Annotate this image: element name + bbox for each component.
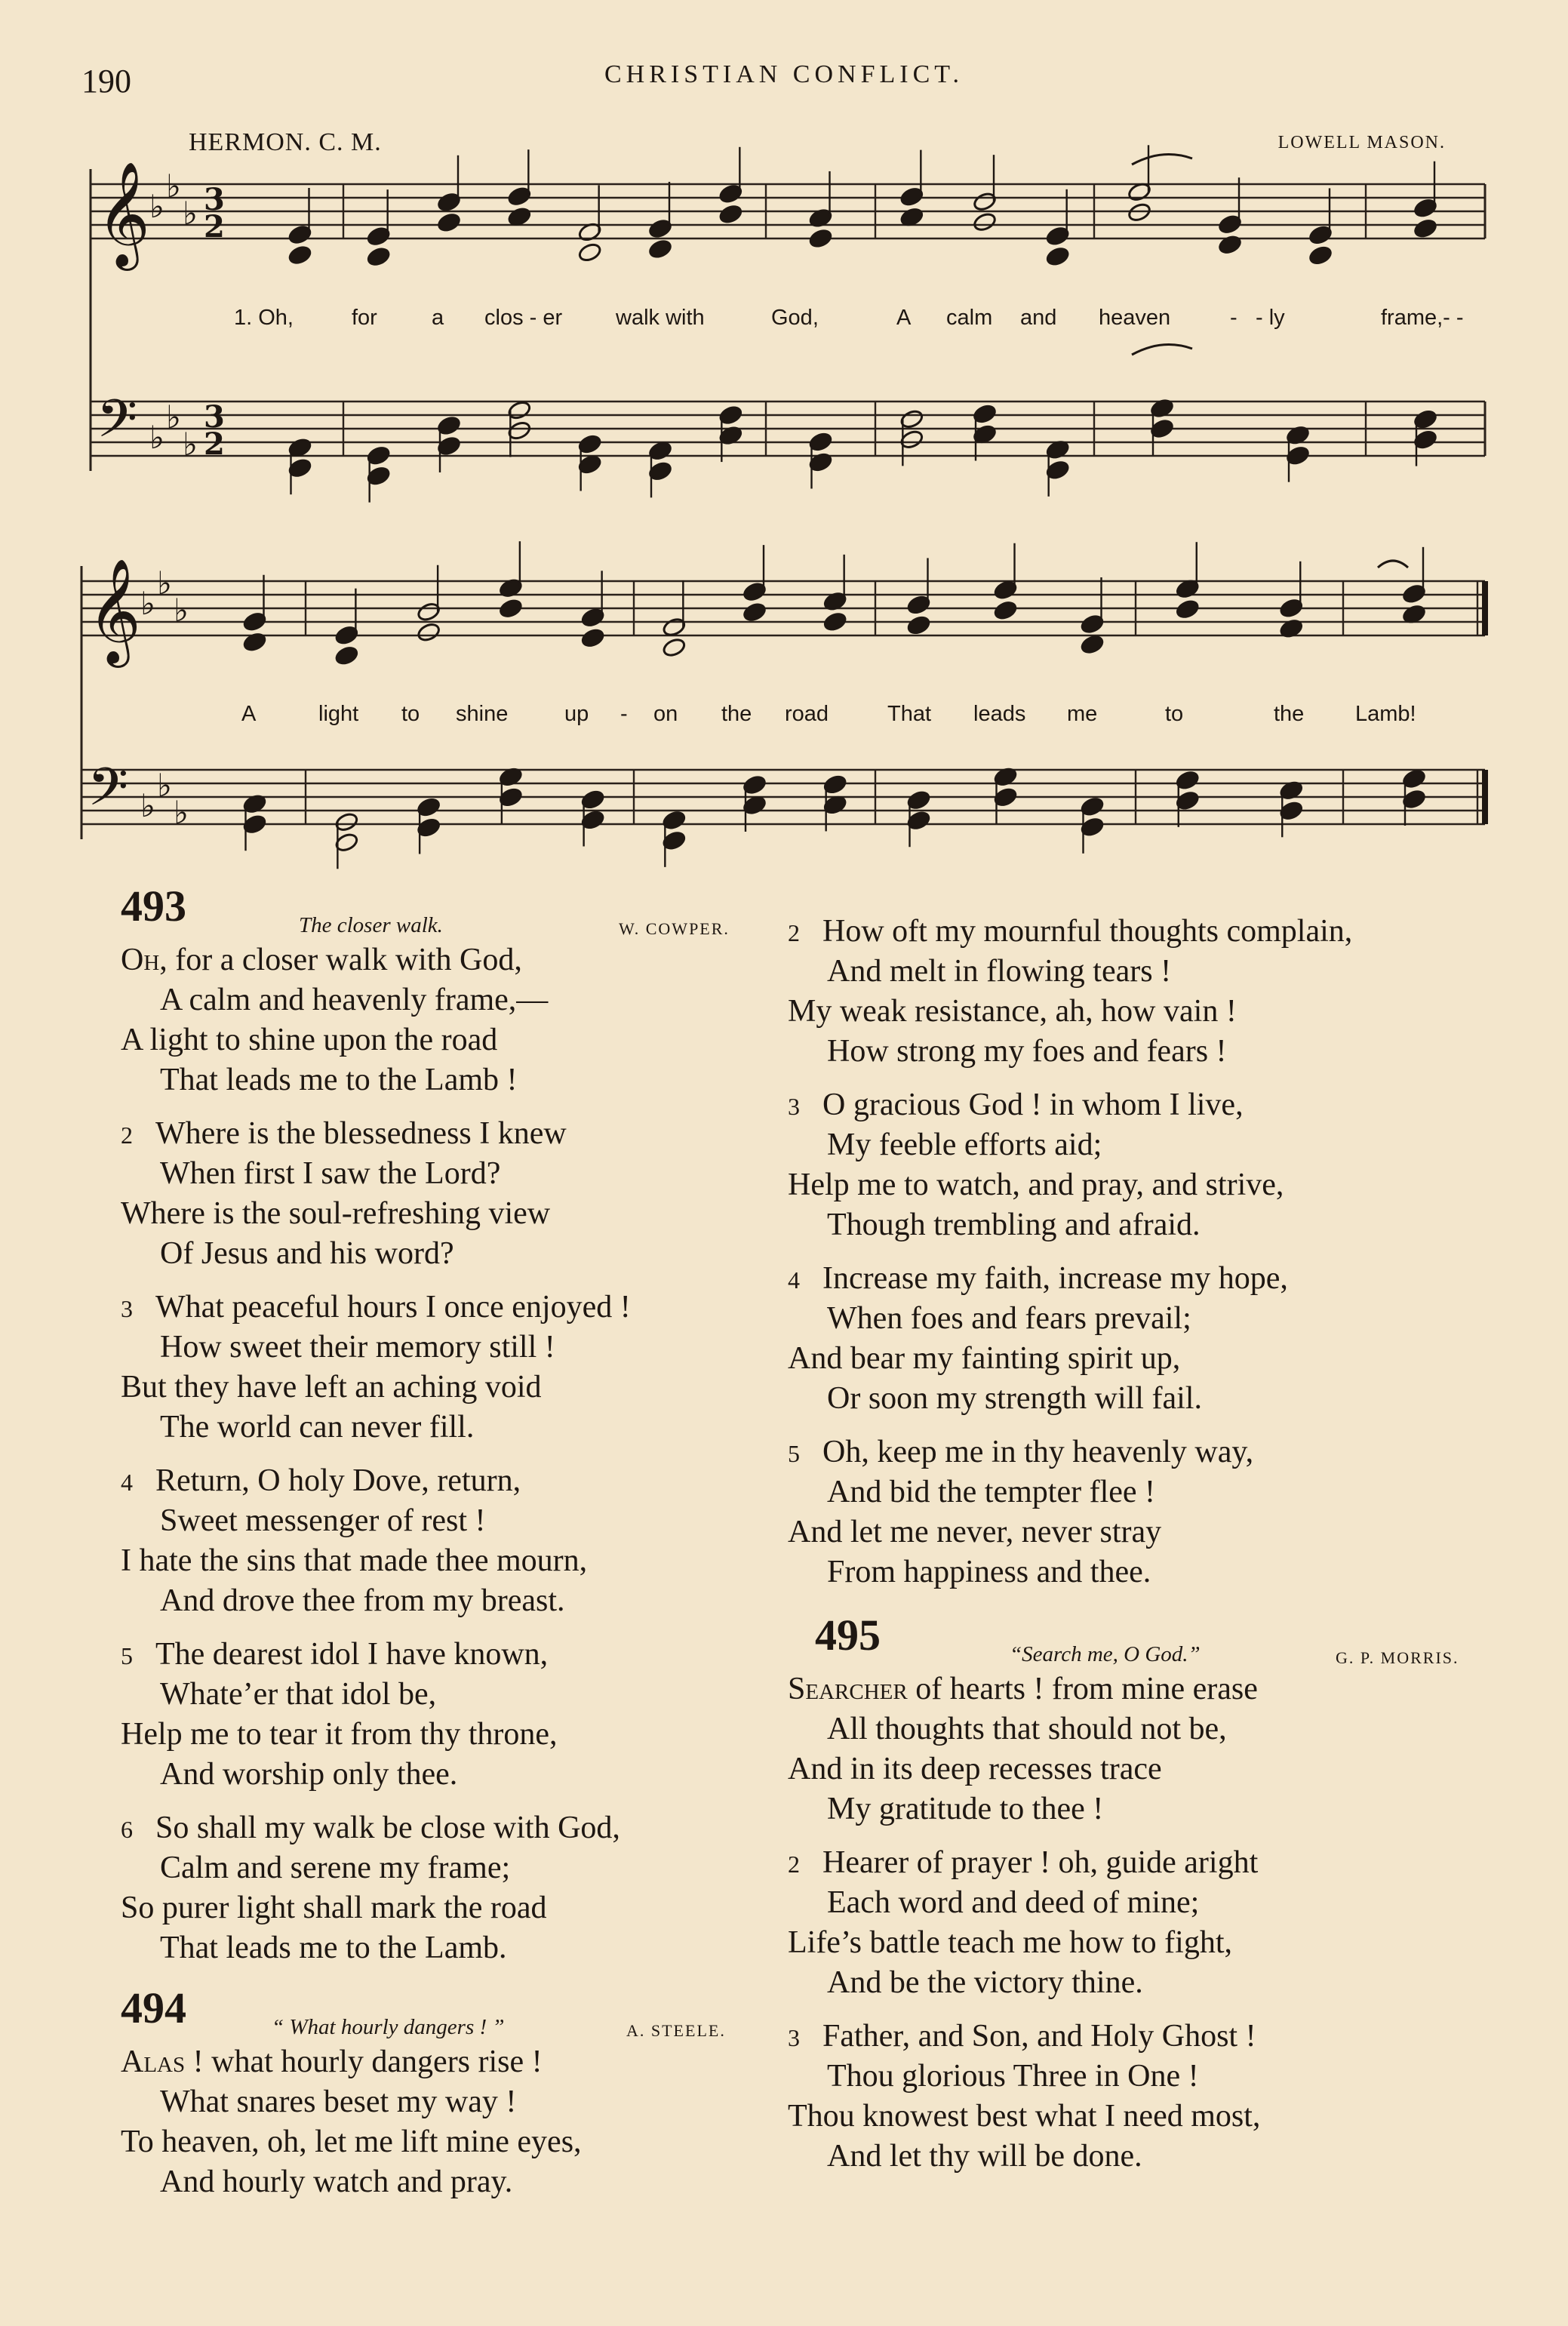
verse-line — [121, 1888, 770, 1928]
line-text: Of Jesus and his word? — [160, 1236, 454, 1271]
lyric-syllable: 1. Oh, — [234, 306, 294, 330]
verse-line — [121, 1808, 770, 1848]
flat-sign: ♭ — [157, 565, 172, 601]
line-text: Whate’er that idol be, — [160, 1677, 437, 1712]
bass-clef: 𝄢 — [97, 388, 138, 462]
slur — [1132, 155, 1192, 165]
note-head — [822, 611, 847, 632]
verse-line — [121, 1848, 770, 1888]
stanza-number: 4 — [121, 1469, 133, 1496]
verse-line — [121, 1715, 770, 1755]
line-text: And be the victory thine. — [827, 1965, 1143, 2000]
stanza — [121, 1808, 770, 1968]
line-text: Oh, keep me in thy heavenly way, — [822, 1435, 1254, 1469]
line-text: All thoughts that should not be, — [827, 1712, 1227, 1746]
treble-clef: 𝄞 — [88, 558, 141, 663]
line-text: Where is the soul-refreshing view — [121, 1196, 551, 1231]
line-text: Calm and serene my frame; — [160, 1851, 511, 1885]
verse-line — [788, 1032, 1482, 1072]
line-text: Where is the blessedness I knew — [155, 1116, 567, 1151]
flat-sign: ♭ — [157, 767, 172, 804]
note-head — [808, 228, 833, 249]
line-text: And worship only thee. — [160, 1757, 458, 1792]
line-text: And let thy will be done. — [827, 2139, 1142, 2174]
line-text: Thou knowest best what I need most, — [788, 2099, 1261, 2134]
line-text: Life’s battle teach me how to fight, — [788, 1925, 1232, 1960]
line-text: And melt in flowing tears ! — [827, 954, 1172, 989]
hymn-title: “Search me, O God.” — [1010, 1642, 1201, 1666]
tune-name: HERMON. C. M. — [189, 128, 382, 156]
lyric-syllable: the — [1274, 702, 1305, 726]
stanza — [788, 912, 1482, 1072]
lyric-syllable: - — [1230, 306, 1237, 330]
lyric-syllable: - — [620, 702, 628, 726]
stanza-number: 5 — [788, 1440, 800, 1467]
line-text: How sweet their memory still ! — [160, 1330, 555, 1365]
hymn-header — [121, 1983, 770, 2042]
verse-line — [121, 1368, 770, 1408]
verse-line — [788, 1125, 1482, 1165]
line-text: of hearts ! from mine erase — [915, 1672, 1258, 1706]
note-head — [648, 238, 673, 260]
note-head — [1127, 202, 1152, 223]
flat-sign: ♭ — [166, 168, 181, 205]
lyric-syllable: clos - er — [484, 306, 563, 330]
bass-clef: 𝄢 — [88, 756, 129, 830]
hymn-author: W. COWPER. — [619, 919, 730, 938]
lyric-syllable: That — [887, 702, 932, 726]
line-text: O gracious God ! in whom I live, — [822, 1088, 1244, 1122]
verse-line — [121, 1501, 770, 1541]
line-text: My weak resistance, ah, how vain ! — [788, 994, 1237, 1029]
note-head — [417, 622, 441, 643]
verse-line — [121, 1020, 770, 1060]
verse-line — [121, 2122, 770, 2162]
first-word: Oh, — [121, 943, 168, 977]
line-text: Help me to watch, and pray, and strive, — [788, 1168, 1284, 1202]
verse-line — [788, 2137, 1482, 2177]
flat-sign: ♭ — [149, 188, 164, 225]
stanza — [121, 2042, 770, 2202]
stanza — [788, 1085, 1482, 1245]
line-text: A light to shine upon the road — [121, 1023, 498, 1057]
note-head — [1308, 245, 1333, 266]
line-text: what hourly dangers rise ! — [211, 2044, 543, 2079]
verse-line — [788, 1923, 1482, 1963]
verse-line — [788, 1165, 1482, 1205]
line-text: When first I saw the Lord? — [160, 1156, 501, 1191]
lyric-syllable: leads — [973, 702, 1026, 726]
lyric-syllable: heaven — [1099, 306, 1171, 330]
lyric-syllable: shine — [456, 702, 509, 726]
flat-sign: ♭ — [140, 585, 155, 622]
line-text: That leads me to the Lamb ! — [160, 1063, 518, 1097]
line-text: Help me to tear it from thy throne, — [121, 1717, 558, 1752]
verse-line — [788, 1432, 1482, 1472]
verse-line — [121, 1461, 770, 1501]
right-text-column — [788, 912, 1482, 2190]
lyric-syllable: up — [564, 702, 589, 726]
stanza-number: 3 — [121, 1295, 133, 1322]
hymn-header — [121, 881, 770, 940]
time-signature: 3 — [204, 182, 225, 217]
lyric-syllable: on — [653, 702, 678, 726]
running-title: CHRISTIAN CONFLICT. — [604, 60, 964, 88]
hymn-author: A. STEELE. — [626, 2021, 726, 2040]
lyric-syllable: God, — [771, 306, 819, 330]
line-text: To heaven, oh, let me lift mine eyes, — [121, 2124, 582, 2159]
line-text: Increase my faith, increase my hope, — [822, 1261, 1288, 1296]
first-word: Searcher — [788, 1672, 908, 1706]
line-text: Father, and Son, and Holy Ghost ! — [822, 2019, 1256, 2054]
line-text: And bid the tempter flee ! — [827, 1475, 1156, 1509]
fermata — [1378, 561, 1408, 568]
line-text: So purer light shall mark the road — [121, 1891, 547, 1925]
spacer — [788, 1606, 1482, 1614]
verse-line — [788, 1709, 1482, 1749]
verse-line — [788, 1883, 1482, 1923]
hymn-author: G. P. MORRIS. — [1336, 1648, 1459, 1667]
stanza-number: 2 — [788, 919, 800, 946]
line-text: Return, O holy Dove, return, — [155, 1463, 521, 1498]
hymn-number: 495 — [815, 1611, 881, 1660]
line-text: I hate the sins that made thee mourn, — [121, 1543, 588, 1578]
final-bar — [1482, 770, 1488, 824]
note-head — [1175, 598, 1200, 620]
line-text: What snares beset my way ! — [160, 2084, 517, 2119]
line-text: Sweet messenger of rest ! — [160, 1503, 486, 1538]
note-head — [973, 211, 998, 232]
note-head — [366, 246, 391, 267]
verse-line — [788, 1299, 1482, 1339]
line-text: Each word and deed of mine; — [827, 1885, 1200, 1920]
verse-line — [121, 1154, 770, 1194]
verse-line — [788, 1085, 1482, 1125]
line-text: My feeble efforts aid; — [827, 1128, 1102, 1162]
verse-line — [788, 952, 1482, 992]
time-signature: 2 — [204, 209, 225, 245]
first-word: Alas ! — [121, 2044, 204, 2079]
note-head — [1413, 218, 1438, 239]
hymn-header — [815, 1611, 1482, 1669]
flat-sign: ♭ — [140, 787, 155, 824]
flat-sign: ♭ — [183, 195, 198, 232]
note-head — [577, 242, 602, 263]
verse-line — [788, 1379, 1482, 1419]
left-text-column — [121, 881, 770, 2216]
lyric-syllable: road — [785, 702, 829, 726]
verse-line — [788, 1472, 1482, 1512]
verse-line — [121, 1675, 770, 1715]
verse-line — [121, 1288, 770, 1328]
lyric-syllable: A — [241, 702, 257, 726]
note-head — [287, 245, 312, 266]
stanza — [788, 1669, 1482, 1829]
lyric-syllable: and — [1020, 306, 1057, 330]
stanza-number: 3 — [788, 2024, 800, 2051]
line-text: How strong my foes and fears ! — [827, 1034, 1227, 1069]
verse-line — [121, 1234, 770, 1274]
line-text: From happiness and thee. — [827, 1555, 1151, 1589]
page-number: 190 — [81, 63, 131, 100]
line-text: Or soon my strength will fail. — [827, 1381, 1202, 1416]
line-text: The dearest idol I have known, — [155, 1637, 549, 1672]
line-text: So shall my walk be close with God, — [155, 1811, 620, 1845]
line-text: Thou glorious Three in One ! — [827, 2059, 1199, 2094]
verse-line — [121, 1060, 770, 1100]
line-text: for a closer walk with God, — [175, 943, 522, 977]
line-text: When foes and fears prevail; — [827, 1301, 1191, 1336]
stanza — [788, 1259, 1482, 1419]
lyric-syllable: frame,- - — [1381, 306, 1464, 330]
note-head — [993, 600, 1018, 621]
stanza — [121, 940, 770, 1100]
verse-line — [788, 912, 1482, 952]
flat-sign: ♭ — [166, 398, 181, 435]
stanza — [788, 1432, 1482, 1592]
line-text: And hourly watch and pray. — [160, 2164, 513, 2199]
hymn-number: 493 — [121, 881, 186, 931]
treble-clef: 𝄞 — [97, 162, 150, 266]
music-score — [0, 0, 1568, 891]
lyric-syllable: a — [432, 306, 444, 330]
hymn-title: “ What hourly dangers ! ” — [272, 2015, 505, 2039]
verse-line — [788, 1259, 1482, 1299]
verse-line — [121, 1581, 770, 1621]
lyric-syllable: me — [1067, 702, 1098, 726]
verse-line — [788, 2097, 1482, 2137]
stanza — [121, 1635, 770, 1795]
lyric-syllable: Lamb! — [1355, 702, 1416, 726]
hymn-title: The closer walk. — [299, 913, 443, 937]
line-text: How oft my mournful thoughts complain, — [822, 914, 1353, 949]
stanza-number: 3 — [788, 1093, 800, 1120]
flat-sign: ♭ — [174, 592, 189, 629]
verse-line — [788, 1843, 1482, 1883]
verse-line — [121, 1928, 770, 1968]
slur — [1132, 345, 1192, 355]
lyric-syllable: A — [896, 306, 912, 330]
stanza-number: 2 — [788, 1851, 800, 1878]
note-head — [1080, 634, 1105, 655]
lyric-syllable: to — [401, 702, 420, 726]
line-text: That leads me to the Lamb. — [160, 1931, 507, 1965]
lyric-syllable: the — [721, 702, 752, 726]
line-text: Though trembling and afraid. — [827, 1208, 1201, 1242]
line-text: Hearer of prayer ! oh, guide aright — [822, 1845, 1259, 1880]
note-head — [742, 601, 767, 623]
note-head — [1218, 234, 1243, 255]
stanza-number: 2 — [121, 1121, 133, 1149]
time-signature: 2 — [204, 426, 225, 462]
final-bar — [1482, 581, 1488, 635]
lyric-syllable: calm — [946, 306, 993, 330]
verse-line — [121, 1755, 770, 1795]
verse-line — [121, 1328, 770, 1368]
verse-line — [788, 1963, 1482, 2003]
note-head — [437, 212, 462, 233]
verse-line — [788, 1512, 1482, 1552]
note-head — [580, 627, 605, 648]
verse-line — [121, 980, 770, 1020]
line-text: And in its deep recesses trace — [788, 1752, 1162, 1786]
verse-line — [788, 992, 1482, 1032]
line-text: And bear my fainting spirit up, — [788, 1341, 1181, 1376]
flat-sign: ♭ — [183, 426, 198, 463]
verse-line — [121, 1114, 770, 1154]
verse-line — [788, 1749, 1482, 1789]
verse-line — [788, 2057, 1482, 2097]
tune-composer: LOWELL MASON. — [1277, 133, 1446, 152]
note-head — [662, 637, 687, 658]
stanza — [788, 1843, 1482, 2003]
lyric-syllable: for — [352, 306, 377, 330]
verse-line — [121, 2082, 770, 2122]
verse-line — [788, 1339, 1482, 1379]
verse-line — [121, 2162, 770, 2202]
verse-line — [121, 1408, 770, 1448]
note-head — [334, 645, 359, 666]
verse-line — [788, 1789, 1482, 1829]
stanza — [788, 2017, 1482, 2177]
stanza — [121, 1288, 770, 1448]
flat-sign: ♭ — [174, 794, 189, 831]
note-head — [498, 598, 523, 619]
verse-line — [121, 1541, 770, 1581]
note-head — [718, 204, 743, 225]
line-text: But they have left an aching void — [121, 1370, 542, 1405]
line-text: My gratitude to thee ! — [827, 1792, 1104, 1826]
stanza — [121, 1461, 770, 1621]
stanza-number: 5 — [121, 1642, 133, 1669]
stanza-number: 6 — [121, 1816, 133, 1843]
verse-line — [788, 1205, 1482, 1245]
lyric-syllable: walk with — [616, 306, 705, 330]
line-text: The world can never fill. — [160, 1410, 475, 1445]
flat-sign: ♭ — [149, 419, 164, 456]
lyric-syllable: to — [1165, 702, 1184, 726]
verse-line — [788, 1552, 1482, 1592]
note-head — [1045, 246, 1070, 267]
stanza-number: 4 — [788, 1266, 800, 1294]
verse-line — [788, 2017, 1482, 2057]
stanza — [121, 1114, 770, 1274]
hymn-number: 494 — [121, 1983, 186, 2032]
verse-line — [121, 1194, 770, 1234]
note-head — [906, 614, 931, 635]
line-text: And drove thee from my breast. — [160, 1583, 565, 1618]
line-text: What peaceful hours I once enjoyed ! — [155, 1290, 631, 1325]
verse-line — [121, 1635, 770, 1675]
lyric-syllable: - ly — [1256, 306, 1285, 330]
lyric-syllable: light — [318, 702, 359, 726]
line-text: And let me never, never stray — [788, 1515, 1162, 1549]
line-text: A calm and heavenly frame,— — [160, 983, 549, 1017]
time-signature: 3 — [204, 399, 225, 435]
